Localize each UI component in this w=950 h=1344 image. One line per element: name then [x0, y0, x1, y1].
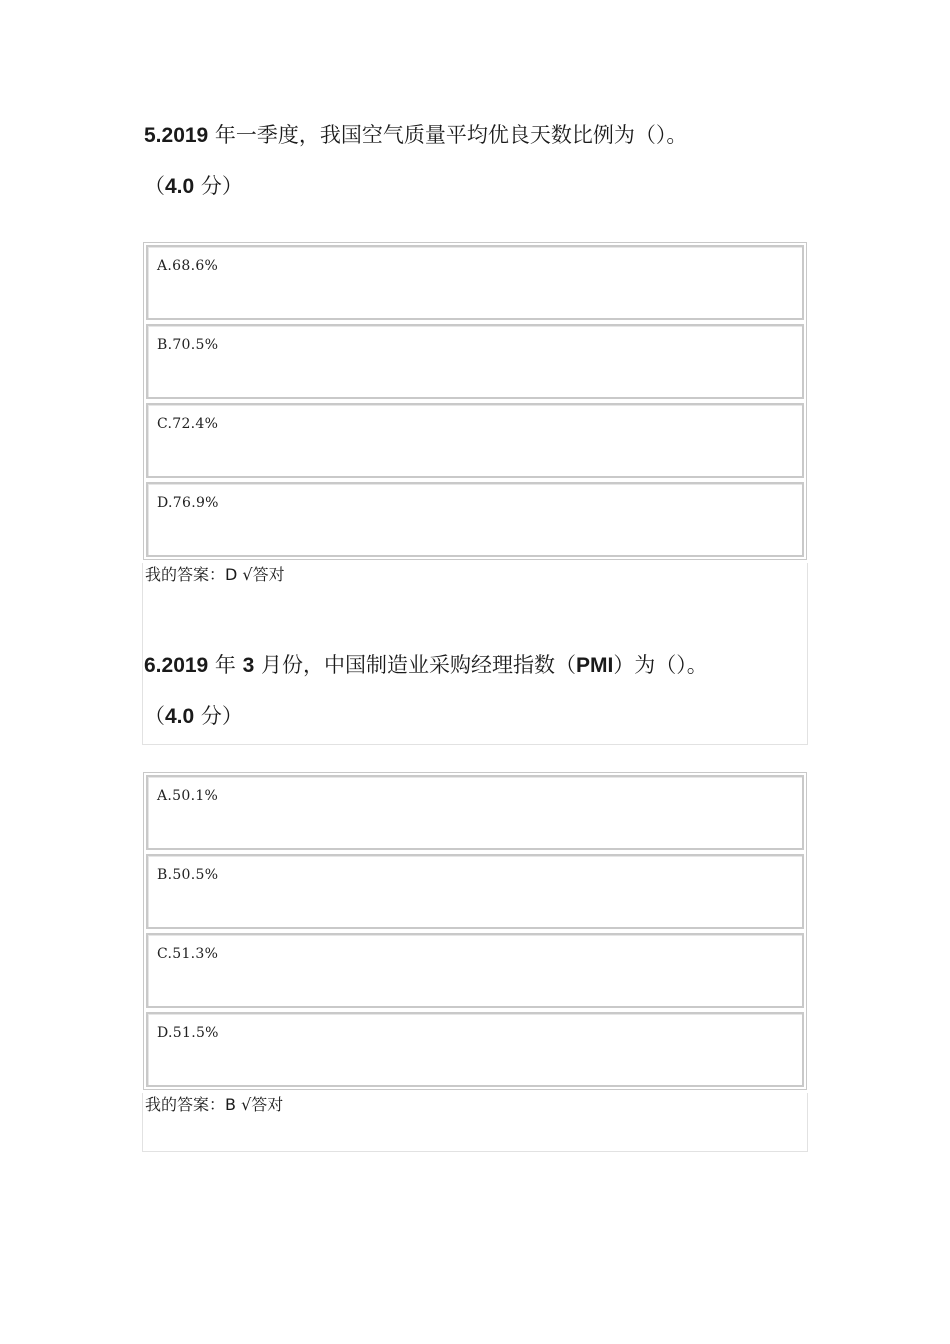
question-6-score-value: 4.0: [165, 705, 195, 728]
option-label: A.50.1%: [157, 788, 219, 804]
question-5-number: 5.2019: [144, 124, 209, 147]
question-5-option-a[interactable]: [146, 245, 804, 320]
question-6-answer: 我的答案：B √答对: [145, 1095, 284, 1114]
question-6-option-d[interactable]: [146, 1012, 804, 1087]
option-label: D.76.9%: [157, 495, 219, 511]
question-6-answer-box: [142, 1093, 808, 1152]
question-6-score: （4.0 分）: [144, 704, 243, 728]
question-6-option-a[interactable]: [146, 775, 804, 850]
question-5-score-value: 4.0: [165, 175, 195, 198]
question-5-answer: 我的答案：D √答对: [145, 565, 285, 584]
option-label: C.51.3%: [157, 946, 219, 962]
question-6-option-c[interactable]: [146, 933, 804, 1008]
question-5-option-c[interactable]: [146, 403, 804, 478]
question-6-title: 6.2019 年 3 月份，中国制造业采购经理指数（PMI）为（）。: [144, 653, 708, 677]
question-5-option-d[interactable]: [146, 482, 804, 557]
option-label: C.72.4%: [157, 416, 219, 432]
question-5-title: [144, 121, 687, 150]
option-label: B.70.5%: [157, 337, 219, 353]
question-5-answer-result: √答对: [237, 565, 285, 584]
option-label: D.51.5%: [157, 1025, 219, 1041]
question-5-options: [143, 242, 807, 560]
question-6-answer-result: √答对: [236, 1095, 284, 1114]
question-6-option-b[interactable]: [146, 854, 804, 929]
question-5-score: （4.0 分）: [144, 174, 243, 198]
question-5-option-b[interactable]: [146, 324, 804, 399]
option-label: B.50.5%: [157, 867, 219, 883]
question-5-answer-value: D: [225, 565, 238, 584]
question-6-options: [143, 772, 807, 1090]
option-label: A.68.6%: [157, 258, 219, 274]
question-6-number: 6.2019: [144, 654, 209, 677]
question-6-answer-value: B: [225, 1095, 236, 1114]
question-5-text: 年一季度，我国空气质量平均优良天数比例为（）。: [208, 123, 688, 147]
